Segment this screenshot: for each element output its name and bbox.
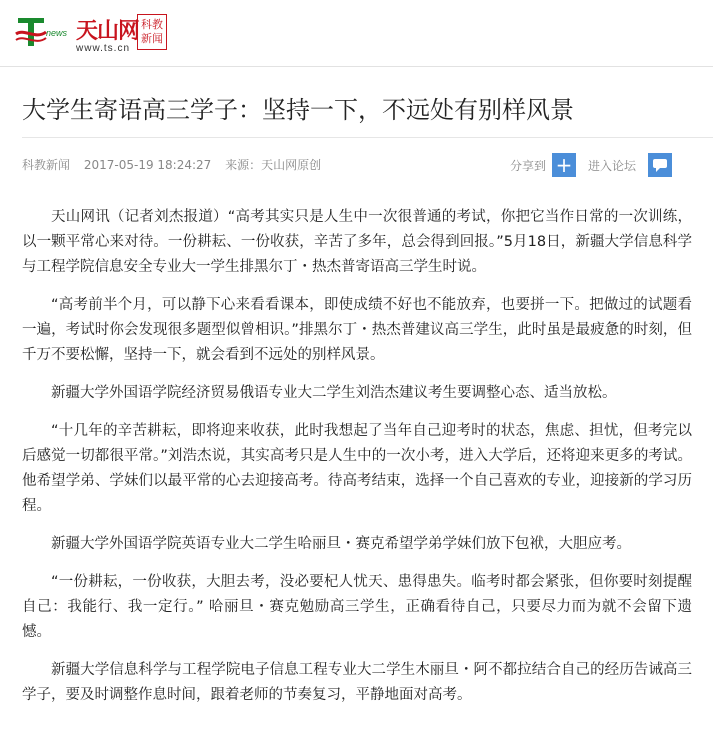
share-bar xyxy=(510,150,672,180)
article-source: 来源：天山网原创 xyxy=(225,158,322,172)
article-paragraph: 新疆大学外国语学院英语专业大二学生哈丽旦・赛克希望学弟学妹们放下包袱，大胆应考。 xyxy=(51,536,631,552)
article-body xyxy=(22,205,692,721)
forum-comment-icon[interactable] xyxy=(648,153,672,177)
article-paragraph: 新疆大学外国语学院经济贸易俄语专业大二学生刘浩杰建议考生要调整心态、适当放松。 xyxy=(51,385,617,401)
title-divider xyxy=(22,137,713,138)
article-paragraph: “十几年的辛苦耕耘，即将迎来收获，此时我想起了当年自己迎考时的状态，焦虑、担忧，但考完以后感觉一切都很平常。”刘浩杰说，其实高考只是人生中的一次小考，进入大学后，还将迎来更多的考试。他希望学弟、学妹们以最平常的心去迎接高考。待高考结束，选择一个自己喜欢的专业，迎接新的学习历程。 xyxy=(22,423,692,514)
article-meta xyxy=(22,150,692,180)
logo-url: www.ts.cn xyxy=(76,43,131,54)
channel-line-2: 新闻 xyxy=(141,32,163,45)
article-paragraph: 新疆大学信息科学与工程学院电子信息工程专业大二学生木丽旦・阿不都拉结合自己的经历告诫高三学子，要及时调整作息时间，跟着老师的节奏复习，平静地面对高考。 xyxy=(22,662,692,703)
logo-news: news xyxy=(46,28,68,38)
article-category[interactable]: 科教新闻 xyxy=(22,158,71,172)
article-paragraph: “高考前半个月，可以静下心来看看课本，即使成绩不好也不能放弃，也要拼一下。把做过的试题看一遍，考试时你会发现很多题型似曾相识。”排黑尔丁・热杰普建议高三学生，此时虽是最疲惫的时刻，但千万不要松懈，坚持一下，就会看到不远处的别样风景。 xyxy=(22,297,692,363)
forum-label[interactable]: 进入论坛 xyxy=(587,158,636,173)
logo-mark-icon xyxy=(14,14,48,50)
article-datetime: 2017-05-19 18:24:27 xyxy=(83,158,212,172)
site-header xyxy=(0,0,713,67)
logo-text: 天山网 xyxy=(76,18,140,44)
channel-line-1: 科教 xyxy=(141,18,163,31)
article-paragraph: “一份耕耘，一份收获，大胆去考，没必要杞人忧天、患得患失。临考时都会紧张，但你要时刻提醒自己：我能行、我一定行。” 哈丽旦・赛克勉励高三学生，正确看待自己，只要尽力而为就不会留下遗憾。 xyxy=(22,574,692,640)
share-plus-icon[interactable]: + xyxy=(552,153,576,177)
article-paragraph: 天山网讯（记者刘杰报道）“高考其实只是人生中一次很普通的考试，你把它当作日常的一次训练，以一颗平常心来对待。一份耕耘、一份收获，辛苦了多年，总会得到回报。”5月18日，新疆大学信息科学与工程学院信息安全专业大一学生排黑尔丁・热杰普寄语高三学生时说。 xyxy=(22,209,692,275)
channel-badge[interactable] xyxy=(137,14,167,50)
article-title: 大学生寄语高三学子：坚持一下，不远处有别样风景 xyxy=(22,96,574,124)
share-label: 分享到 xyxy=(509,158,546,173)
